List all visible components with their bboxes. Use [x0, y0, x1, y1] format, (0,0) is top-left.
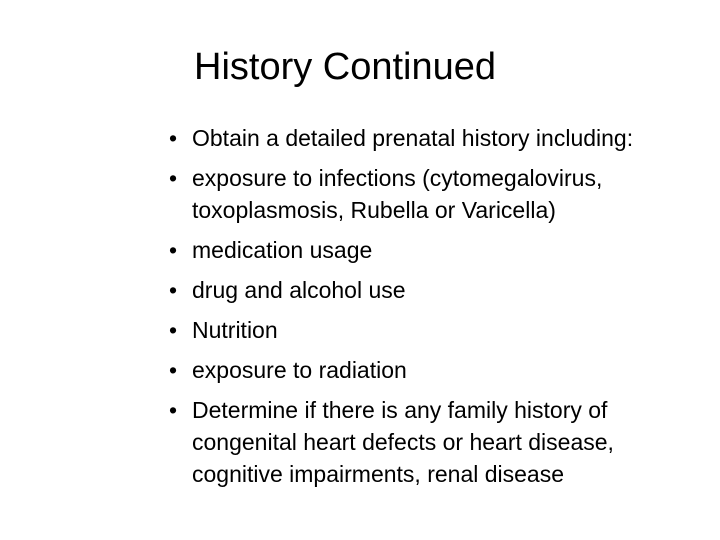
bullet-text: medication usage [192, 237, 373, 263]
bullet-icon: • [168, 165, 178, 191]
bullet-icon: • [168, 397, 178, 423]
bullet-item-radiation [165, 350, 710, 390]
bullet-item-medication [165, 230, 710, 270]
bullet-text: exposure to radiation [192, 357, 407, 383]
bullet-text: Obtain a detailed prenatal history including: [192, 125, 634, 151]
bullet-text: Nutrition [192, 317, 278, 343]
bullet-icon: • [168, 357, 178, 383]
bullet-icon: • [168, 125, 178, 151]
bullet-icon: • [168, 237, 178, 263]
bullet-item-nutrition [165, 310, 710, 350]
bullet-item-infections [165, 158, 710, 230]
bullet-item-drug-alcohol [165, 270, 710, 310]
bullet-text: exposure to infections (cytomegalovirus, toxoplasmosis, Rubella or Varicella) [192, 165, 603, 223]
bullet-item-prenatal-history [165, 118, 710, 158]
slide-title: History Continued [194, 46, 497, 88]
bullet-text: Determine if there is any family history of congenital heart defects or heart disease, cognitive impairments, renal disease [192, 397, 614, 487]
bullet-text: drug and alcohol use [192, 277, 406, 303]
bullet-icon: • [168, 277, 178, 303]
bullet-icon: • [168, 317, 178, 343]
bullet-item-family-history [165, 390, 710, 494]
bullet-list [165, 118, 710, 494]
